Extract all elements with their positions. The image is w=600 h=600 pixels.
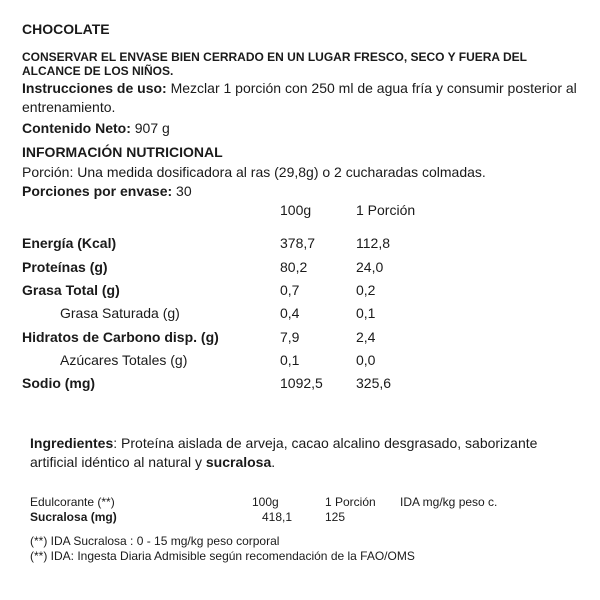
nutrient-value-portion: 325,6 (356, 375, 392, 391)
ingredients-text: : Proteína aislada de arveja, cacao alcalino desgrasado, saborizante artificial idéntico al natural y (30, 435, 538, 470)
instructions-label: Instrucciones de uso: (22, 80, 167, 96)
servings-per-container (22, 183, 192, 199)
nutrition-row-sugars (22, 352, 582, 372)
column-header-portion: 1 Porción (356, 202, 416, 218)
nutrition-row-protein (22, 259, 582, 279)
usage-instructions (22, 79, 582, 117)
nutrition-row-carbohydrates (22, 329, 582, 349)
nutrient-value-portion: 0,1 (356, 305, 376, 321)
footnote-ida-sucralose: (**) IDA Sucralosa : 0 - 15 mg/kg peso corporal (30, 534, 280, 548)
nutrient-value-100g: 0,7 (280, 282, 300, 298)
nutrition-row-saturated-fat (22, 305, 582, 325)
nutrition-heading: INFORMACIÓN NUTRICIONAL (22, 144, 223, 160)
nutrient-value-portion: 2,4 (356, 329, 376, 345)
nutrient-value-100g: 80,2 (280, 259, 308, 275)
storage-warning: CONSERVAR EL ENVASE BIEN CERRADO EN UN LUGAR FRESCO, SECO Y FUERA DEL ALCANCE DE LOS NIÑOS. (22, 50, 527, 78)
sweetener-header-100g: 100g (252, 495, 279, 509)
nutrient-label: Grasa Total (g) (22, 282, 120, 298)
sweetener-header-portion: 1 Porción (325, 495, 376, 509)
nutrient-value-portion: 0,0 (356, 352, 376, 368)
nutrient-value-100g: 378,7 (280, 235, 316, 251)
servings-value: 30 (172, 183, 192, 199)
sweetener-header-row (30, 495, 590, 510)
ingredients-label: Ingredientes (30, 435, 114, 451)
nutrition-row-energy (22, 235, 582, 255)
ingredients-highlight: sucralosa (205, 454, 272, 470)
portion-description: Porción: Una medida dosificadora al ras (29,8g) o 2 cucharadas colmadas. (22, 164, 486, 180)
net-content (22, 120, 170, 136)
nutrient-label: Azúcares Totales (g) (60, 352, 188, 368)
sweetener-row-portion: 125 (325, 510, 346, 524)
sweetener-row-sucralose (30, 510, 590, 525)
column-header-100g: 100g (280, 202, 312, 218)
nutrient-value-100g: 0,4 (280, 305, 300, 321)
sweetener-header-ida: IDA mg/kg peso c. (400, 495, 498, 509)
sweetener-row-100g: 418,1 (262, 510, 293, 524)
nutrient-label: Grasa Saturada (g) (60, 305, 180, 321)
product-title: CHOCOLATE (22, 21, 110, 37)
nutrient-label: Energía (Kcal) (22, 235, 117, 251)
nutrient-value-portion: 0,2 (356, 282, 376, 298)
ingredients-end: . (271, 454, 276, 470)
nutrient-label: Proteínas (g) (22, 259, 108, 275)
net-content-label: Contenido Neto: (22, 120, 131, 136)
nutrient-value-portion: 112,8 (356, 235, 390, 251)
sweetener-row-label: Sucralosa (mg) (30, 510, 117, 524)
ingredients-block (30, 434, 575, 472)
footnote-ida-definition: (**) IDA: Ingesta Diaria Admisible según recomendación de la FAO/OMS (30, 549, 415, 563)
net-content-value: 907 g (130, 120, 170, 136)
nutrient-value-portion: 24,0 (356, 259, 384, 275)
nutrition-row-total-fat (22, 282, 582, 302)
nutrient-label: Sodio (mg) (22, 375, 96, 391)
nutrition-row-sodium (22, 375, 582, 395)
nutrient-value-100g: 1092,5 (280, 375, 323, 391)
nutrition-column-headers (22, 202, 582, 222)
servings-label: Porciones por envase: (22, 183, 173, 199)
nutrient-label: Hidratos de Carbono disp. (g) (22, 329, 219, 345)
instructions-text: Mezclar 1 porción con 250 ml de agua fría y consumir posterior al entrenamiento. (22, 80, 577, 115)
nutrient-value-100g: 0,1 (280, 352, 300, 368)
nutrient-value-100g: 7,9 (280, 329, 300, 345)
sweetener-header-label: Edulcorante (**) (30, 495, 115, 509)
